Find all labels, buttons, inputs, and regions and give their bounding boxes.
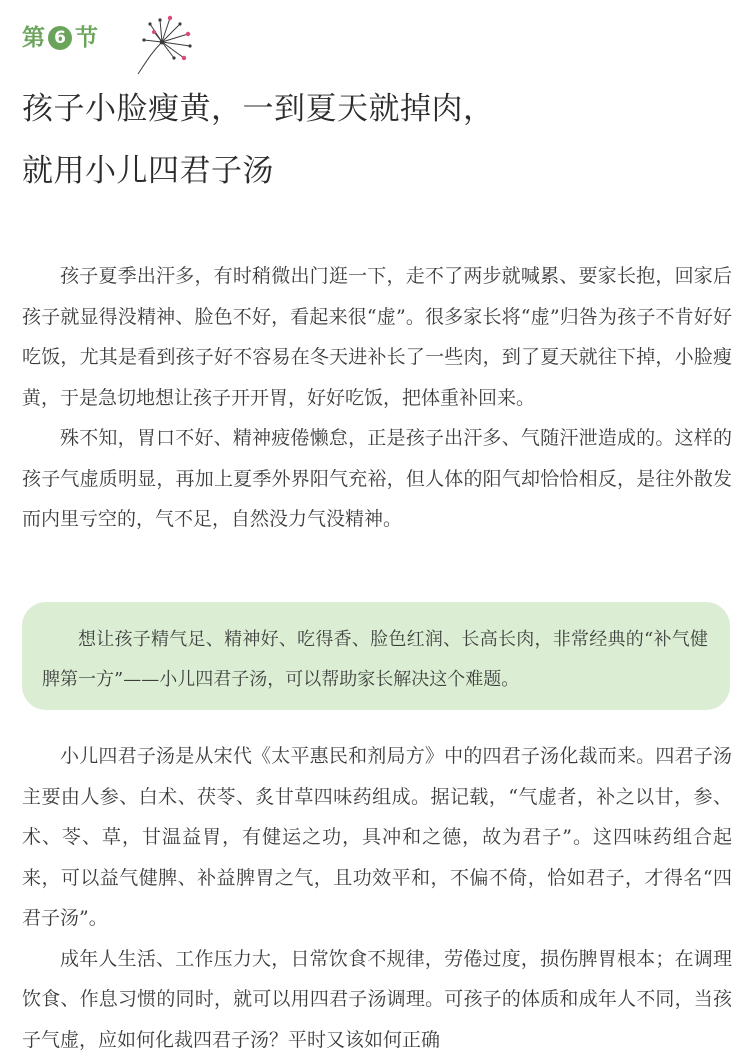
paragraph: 殊不知，胃口不好、精神疲倦懒怠，正是孩子出汗多、气随汗泄造成的。这样的孩子气虚质明显，再加上夏季外界阳气充裕，但人体的阳气却恰恰相反，是往外散发而内里亏空的，气不足，自然没力气没精神。 <box>22 418 732 540</box>
callout-text: 想让孩子精气足、精神好、吃得香、脸色红润、长高长肉，非常经典的“补气健脾第一方”——小儿四君子汤，可以帮助家长解决这个难题。 <box>42 620 708 700</box>
body-text-top <box>22 256 732 540</box>
section-label <box>22 20 98 56</box>
callout-box <box>22 602 730 710</box>
section-suffix: 节 <box>75 20 98 56</box>
section-header <box>22 20 98 76</box>
section-prefix: 第 <box>22 20 45 56</box>
title-line-1: 孩子小脸瘦黄，一到夏天就掉肉， <box>22 78 732 140</box>
paragraph: 小儿四君子汤是从宋代《太平惠民和剂局方》中的四君子汤化裁而来。四君子汤主要由人参、白术、茯苓、炙甘草四味药组成。据记载，“气虚者，补之以甘，参、术、苓、草，甘温益胃，有健运之功，具冲和之德，故为君子”。这四味药组合起来，可以益气健脾、补益脾胃之气，且功效平和，不偏不倚，恰如君子，才得名“四君子汤”。 <box>22 736 732 939</box>
title-line-2: 就用小儿四君子汤 <box>22 140 732 202</box>
body-text-bottom <box>22 736 732 1060</box>
dandelion-icon <box>132 14 198 76</box>
paragraph: 成年人生活、工作压力大，日常饮食不规律，劳倦过度，损伤脾胃根本；在调理饮食、作息习惯的同时，就可以用四君子汤调理。可孩子的体质和成年人不同，当孩子气虚，应如何化裁四君子汤？平时又该如何正确 <box>22 939 732 1060</box>
paragraph: 孩子夏季出汗多，有时稍微出门逛一下，走不了两步就喊累、要家长抱，回家后孩子就显得没精神、脸色不好，看起来很“虚”。很多家长将“虚”归咎为孩子不肯好好吃饭，尤其是看到孩子好不容易在冬天进补长了一些肉，到了夏天就往下掉，小脸瘦黄，于是急切地想让孩子开开胃，好好吃饭，把体重补回来。 <box>22 256 732 418</box>
section-number-badge: 6 <box>48 26 72 50</box>
page-title <box>22 78 732 202</box>
